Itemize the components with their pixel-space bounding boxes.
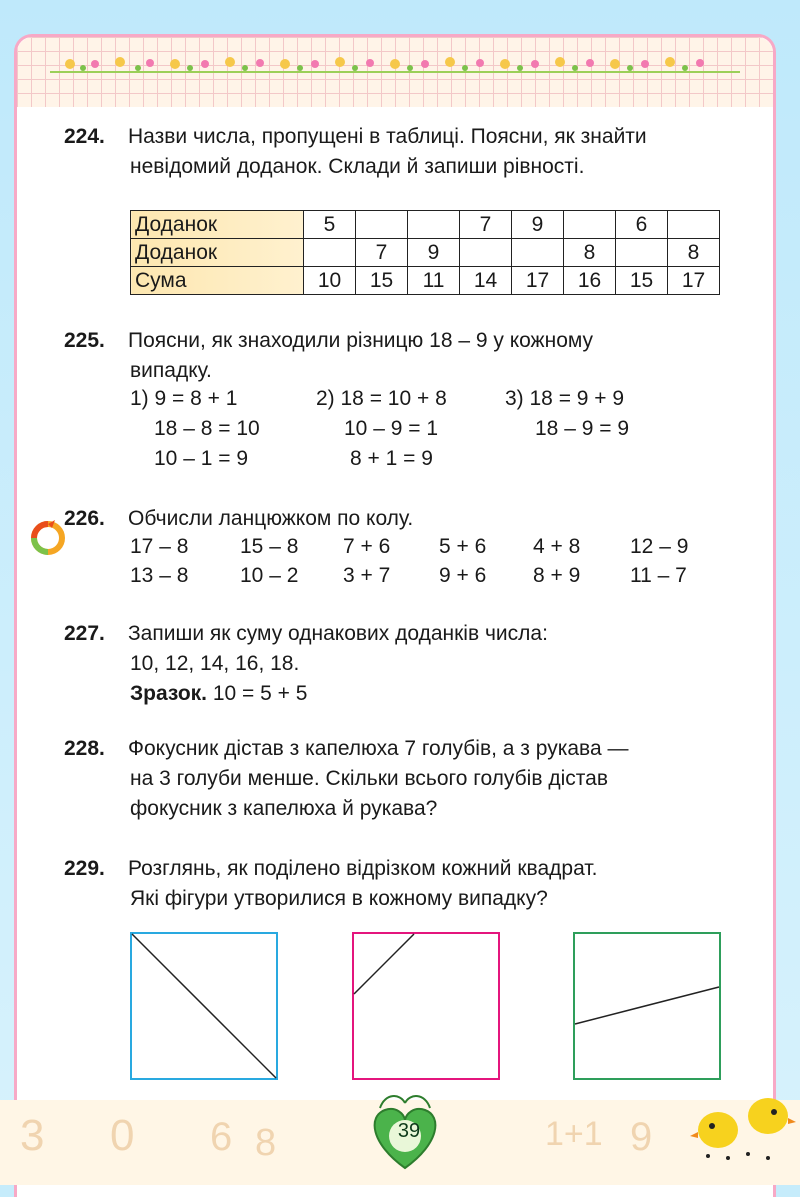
expression-grid [130,532,750,592]
row-label: Доданок [131,211,304,239]
equation: 10 – 1 = 9 [154,447,248,470]
expression: 4 + 8 [533,535,581,558]
flower-border-decoration [50,52,740,78]
task-number: 224. [64,125,105,148]
task-228 [64,734,744,824]
task-227 [64,619,744,709]
equation: 10 – 9 = 1 [344,417,438,440]
table-cell [356,211,408,239]
task-text: Фокусник дістав з капелюха 7 голубів, а з рукава — [128,737,629,760]
table-row [131,211,720,239]
expression: 13 – 8 [130,564,189,587]
expression: 15 – 8 [240,535,299,558]
table-cell: 8 [564,239,616,267]
row-label: Доданок [131,239,304,267]
table-cell: 16 [564,267,616,295]
task-number: 227. [64,622,105,645]
expression: 8 + 9 [533,564,581,587]
table-cell: 7 [356,239,408,267]
page-number: 39 [397,1120,421,1142]
table-cell: 6 [616,211,668,239]
task-226 [64,504,744,534]
table-cell: 10 [304,267,356,295]
table-cell: 8 [668,239,720,267]
task-229 [64,854,744,914]
equation: 18 – 8 = 10 [154,417,260,440]
circle-chain-icon [28,514,68,558]
svg-text:0: 0 [110,1111,135,1160]
square-slanted-split [573,932,721,1080]
svg-text:8: 8 [255,1122,277,1164]
equation: 2) 18 = 10 + 8 [316,387,447,410]
table-cell [304,239,356,267]
table-row [131,239,720,267]
table-cell: 14 [460,267,512,295]
table-cell [408,211,460,239]
addition-table [130,210,720,295]
task-number: 226. [64,507,105,530]
expression: 3 + 7 [343,564,391,587]
task-text: Які фігури утворилися в кожному випадку? [130,887,548,910]
table-cell: 9 [408,239,460,267]
equation: 1) 9 = 8 + 1 [130,387,238,410]
task-text: фокусник з капелюха й рукава? [130,797,438,820]
task-text: Запиши як суму однакових доданків числа: [128,622,548,645]
equation-column [505,384,629,444]
svg-text:1+1: 1+1 [545,1115,603,1153]
task-text: випадку. [130,359,212,382]
task-225 [64,326,744,386]
table-cell: 17 [512,267,564,295]
table-cell: 15 [356,267,408,295]
table-cell: 15 [616,267,668,295]
task-number: 229. [64,857,105,880]
row-label: Сума [131,267,304,295]
chicks-illustration [688,1088,798,1163]
task-text: невідомий доданок. Склади й запиши рівності. [130,155,585,178]
table-cell: 11 [408,267,460,295]
table-cell [668,211,720,239]
table-row [131,267,720,295]
equation: 3) 18 = 9 + 9 [505,387,625,410]
table-cell: 7 [460,211,512,239]
task-number: 228. [64,737,105,760]
task-224 [64,122,744,182]
table-cell [460,239,512,267]
svg-text:9: 9 [630,1115,653,1159]
table-cell: 17 [668,267,720,295]
table-cell [616,239,668,267]
svg-text:3: 3 [20,1111,45,1160]
task-text: Розглянь, як поділено відрізком кожний квадрат. [128,857,598,880]
square-diagonal-split [130,932,278,1080]
expression: 7 + 6 [343,535,391,558]
task-text: Назви числа, пропущені в таблиці. Поясни, як знайти [128,125,647,148]
task-text: 10, 12, 14, 16, 18. [130,652,300,675]
task-text: Поясни, як знаходили різницю 18 – 9 у кожному [128,329,594,352]
expression: 17 – 8 [130,535,189,558]
equation: 18 – 9 = 9 [535,417,629,440]
expression: 10 – 2 [240,564,299,587]
expression: 5 + 6 [439,535,487,558]
sample-text: 10 = 5 + 5 [212,682,308,705]
expression: 12 – 9 [630,535,689,558]
table-cell [564,211,616,239]
task-text: Обчисли ланцюжком по колу. [128,507,414,530]
expression: 9 + 6 [439,564,487,587]
expression: 11 – 7 [630,564,687,587]
table-cell: 9 [512,211,564,239]
sample-label: Зразок. [130,682,208,705]
task-text: на 3 голуби менше. Скільки всього голубів дістав [130,767,608,790]
task-number: 225. [64,329,105,352]
equation: 8 + 1 = 9 [350,447,433,470]
square-corner-split [352,932,500,1080]
svg-text:6: 6 [210,1115,233,1159]
equation-column [316,384,447,474]
table-cell: 5 [304,211,356,239]
equation-column [130,384,260,474]
table-cell [512,239,564,267]
